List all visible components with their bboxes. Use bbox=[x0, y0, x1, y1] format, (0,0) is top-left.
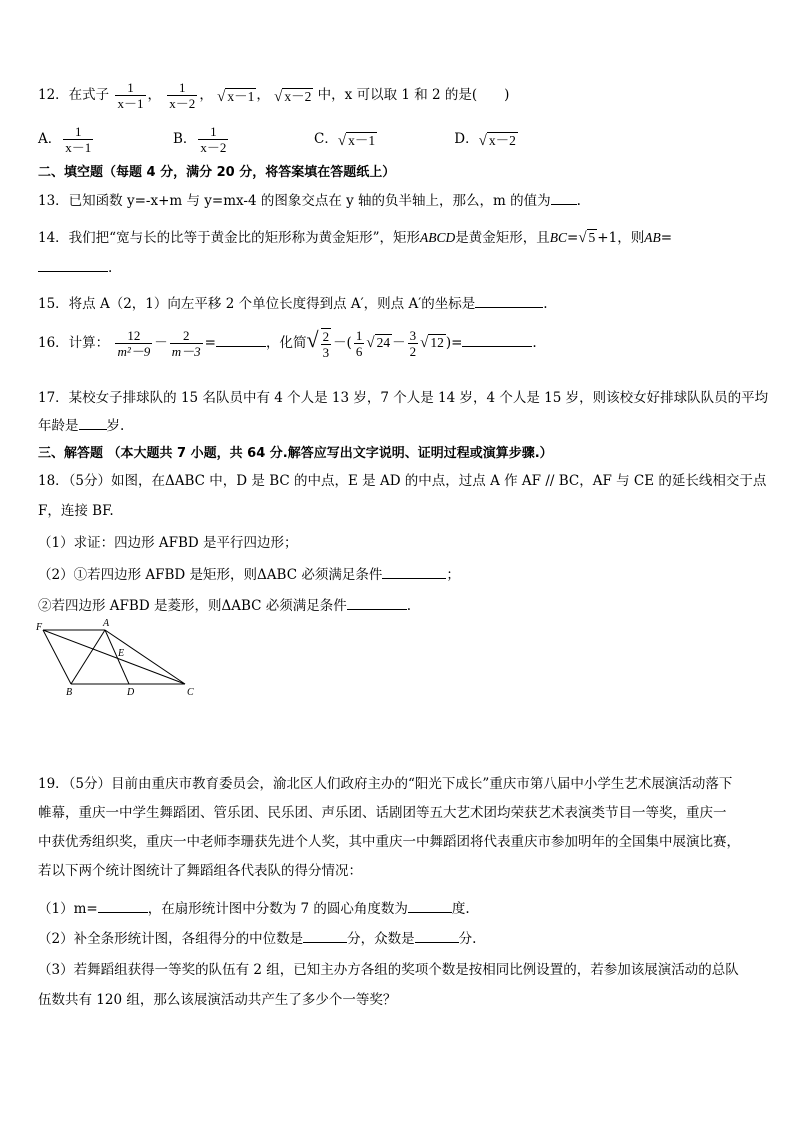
q19-part-1: （1）m= ，在扇形统计图中分数为 7 的圆心角度数为 度. bbox=[38, 901, 470, 917]
q17-line-1: 17．某校女子排球队的 15 名队员中有 4 个人是 13 岁，7 个人是 14 岁，4 个人是 15 岁，则该校女好排球队队员的平均 bbox=[38, 390, 769, 406]
q12-sqrt-1: √ x－1 bbox=[217, 89, 255, 105]
fig-label-c: C bbox=[187, 687, 194, 698]
fig-label-b: B bbox=[66, 687, 73, 698]
q19-answer-blank-1 bbox=[98, 912, 148, 913]
q15: 15．将点 A（2，1）向左平移 2 个单位长度得到点 A′，则点 A′的坐标是 . bbox=[38, 296, 548, 312]
q19-answer-blank-4 bbox=[415, 942, 459, 943]
fig-label-f: F bbox=[36, 622, 43, 633]
q18-part-3: ②若四边形 AFBD 是菱形，则ΔABC 必须满足条件 . bbox=[38, 598, 412, 614]
q14: 14．我们把“宽与长的比等于黄金比的矩形称为黄金矩形”，矩形ABCD是黄金矩形，且BC=√ 5 +1，则AB= bbox=[38, 230, 673, 246]
section-3-heading: 三、解答题 （本大题共 7 小题，共 64 分.解答应写出文字说明、证明过程或演算步骤.） bbox=[38, 446, 553, 461]
q12-stem: 12．在式子 $\frac{1}{x-1}$ ， $\frac{1}{x-2}$ ， √ x－1 ， √ x－2 中，x 可以取 1 和 2 的是( ) bbox=[38, 80, 510, 111]
q19-line-4: 若以下两个统计图统计了舞蹈组各代表队的得分情况： bbox=[38, 863, 362, 879]
q17-line-2: 年龄是 岁. bbox=[38, 418, 125, 434]
q19-line-3: 中获优秀组织奖，重庆一中老师李珊获先进个人奖，其中重庆一中舞蹈团将代表重庆市参加明年的全国集中展演比赛， bbox=[38, 834, 740, 850]
q19-part-2: （2）补全条形统计图，各组得分的中位数是 分，众数是 分. bbox=[38, 931, 477, 947]
q15-answer-blank bbox=[475, 307, 543, 308]
q18-part-2: （2）①若四边形 AFBD 是矩形，则ΔABC 必须满足条件 ； bbox=[38, 567, 460, 583]
section-2-heading: 二、填空题（每题 4 分，满分 20 分，将答案填在答题纸上） bbox=[38, 165, 396, 180]
q18-geometry-figure bbox=[33, 618, 203, 698]
q12-option-a: A． $\frac{1}{x-1}$ bbox=[38, 124, 92, 155]
q19-part-3-line-2: 伍数共有 120 组，那么该展演活动共产生了多少个一等奖？ bbox=[38, 992, 397, 1008]
fig-label-d: D bbox=[127, 687, 135, 698]
q18-line-1: 18．（5分）如图，在ΔABC 中，D 是 BC 的中点，E 是 AD 的中点，过点 A 作 AF // BC，AF 与 CE 的延长线相交于点 bbox=[38, 473, 767, 489]
q16-answer-blank-1 bbox=[216, 346, 266, 347]
q13: 13．已知函数 y=-x+m 与 y=mx-4 的图象交点在 y 轴的负半轴上，那么，m 的值为 . bbox=[38, 193, 581, 209]
q16: 16．计算： $\frac{12}{\text{m²－9}}$ － $\frac{2}{m-3}$ = ，化简√ $\frac{2}{3}$ －( $\frac{1}{6}$ √ 24 － $\frac{3}{2}$ √ 12 )= . bbox=[38, 327, 537, 360]
q12-option-c: C．√ x－1 bbox=[314, 131, 376, 149]
q12-fraction-1: $\frac{1}{x-1}$ bbox=[117, 80, 144, 111]
q18-line-2: F，连接 BF. bbox=[38, 503, 114, 519]
q16-answer-blank-2 bbox=[462, 346, 532, 347]
q14-answer-blank bbox=[38, 271, 108, 272]
q12-option-b: B． $\frac{1}{x-2}$ bbox=[173, 124, 227, 155]
q12-option-d: D．√ x－2 bbox=[454, 131, 516, 149]
q12-options bbox=[38, 124, 518, 155]
q14-answer: . bbox=[38, 260, 112, 276]
q12-prefix: 12．在式子 bbox=[38, 87, 110, 103]
q19-part-3-line-1: （3）若舞蹈组获得一等奖的队伍有 2 组，已知主办方各组的奖项个数是按相同比例设置的，若参加该展演活动的总队 bbox=[38, 962, 739, 978]
fig-label-a: A bbox=[103, 618, 110, 629]
q13-answer-blank bbox=[551, 204, 577, 205]
q19-answer-blank-2 bbox=[408, 912, 452, 913]
q12-sqrt-2: √ x－2 bbox=[274, 89, 312, 105]
fig-label-e: E bbox=[118, 648, 125, 659]
q19-line-2: 帷幕，重庆一中学生舞蹈团、管乐团、民乐团、声乐团、话剧团等五大艺术团均荣获艺术表演类节目一等奖，重庆一 bbox=[38, 805, 727, 821]
q18-answer-blank-1 bbox=[382, 578, 446, 579]
q18-part-1: （1）求证：四边形 AFBD 是平行四边形； bbox=[38, 535, 298, 551]
q18-answer-blank-2 bbox=[347, 609, 407, 610]
q12-fraction-2: $\frac{1}{x-2}$ bbox=[169, 80, 196, 111]
q19-answer-blank-3 bbox=[303, 942, 347, 943]
q12-suffix: 中，x 可以取 1 和 2 的是( ) bbox=[317, 87, 510, 103]
q17-answer-blank bbox=[79, 429, 107, 430]
q19-line-1: 19．（5分）目前由重庆市教育委员会，渝北区人们政府主办的“阳光下成长”重庆市第八届中小学生艺术展演活动落下 bbox=[38, 776, 733, 792]
